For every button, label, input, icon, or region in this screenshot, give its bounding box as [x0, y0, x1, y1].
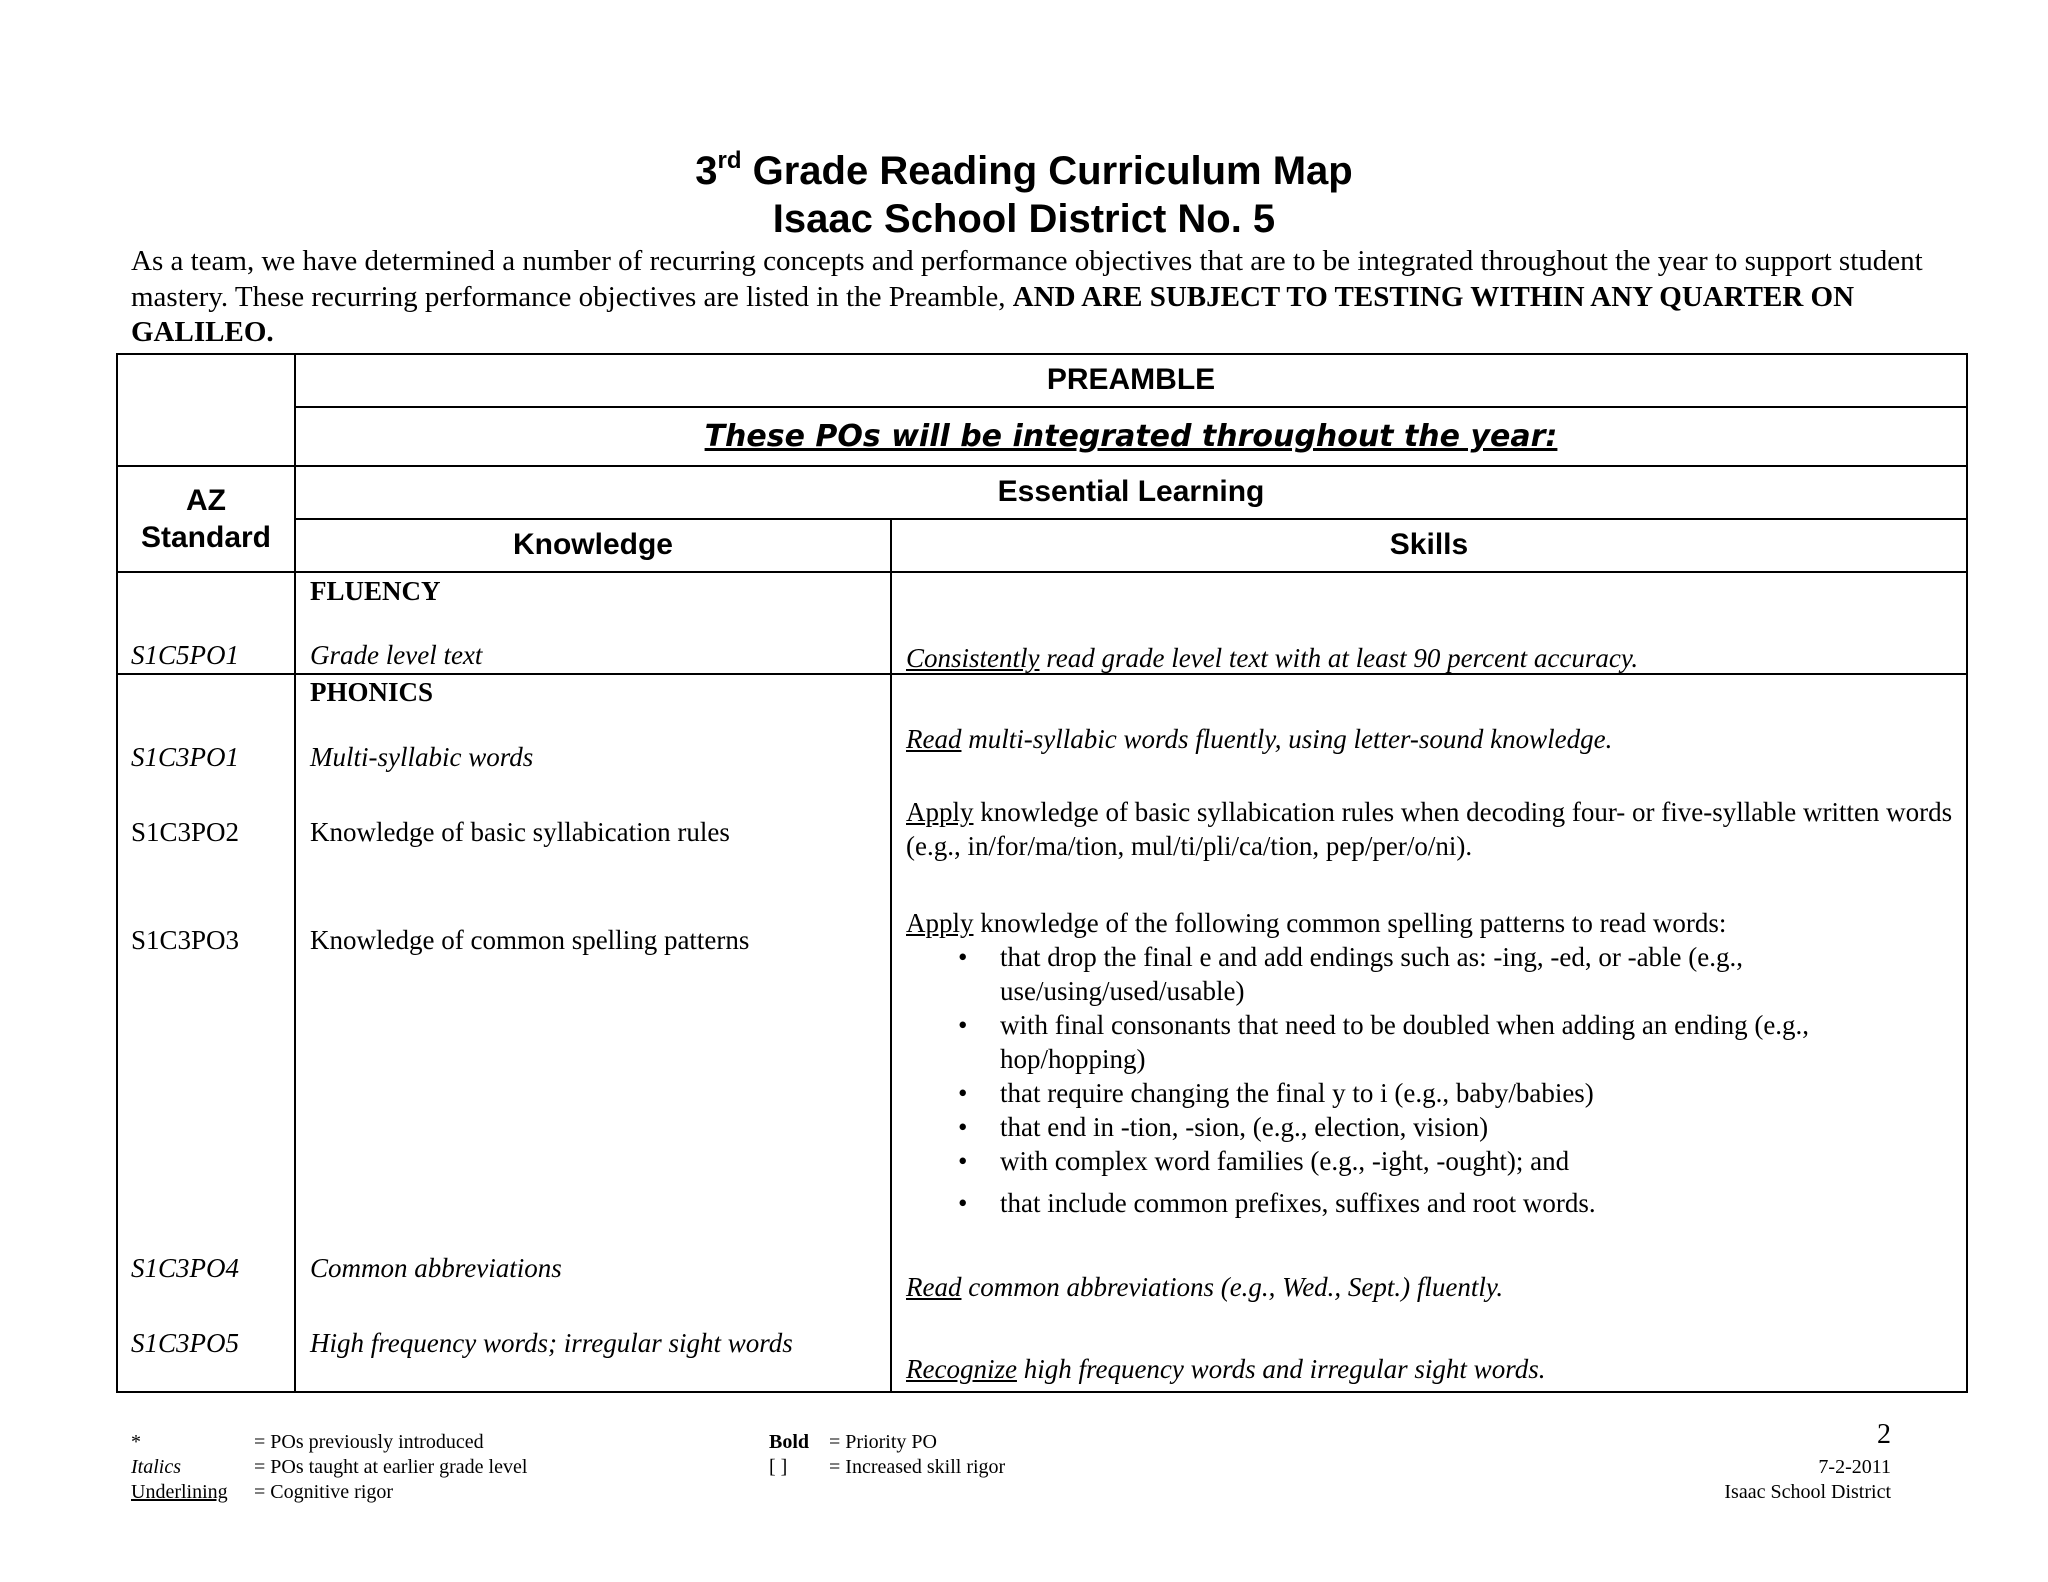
section-heading-phonics: PHONICS — [310, 677, 434, 707]
intro-paragraph — [131, 244, 1971, 351]
standard-code: S1C3PO1 — [131, 742, 239, 772]
title-rest: Grade Reading Curriculum Map — [741, 149, 1353, 193]
skill-item — [906, 1270, 1956, 1304]
legend-symbol: Italics — [131, 1456, 181, 1478]
grade-suffix: rd — [717, 147, 742, 174]
skill-item — [906, 906, 1956, 1220]
skill-text: knowledge of the following common spelling patterns to read words: — [973, 908, 1727, 938]
knowledge-item: Grade level text — [310, 640, 483, 670]
skill-text: read grade level text with at least 90 percent accuracy. — [1039, 643, 1639, 673]
skill-verb: Read — [906, 724, 962, 754]
skill-item — [906, 641, 1956, 675]
section-heading-fluency: FLUENCY — [310, 576, 441, 606]
footer — [131, 1419, 1891, 1510]
standard-code: S1C3PO3 — [131, 925, 240, 955]
skill-text: multi-syllabic words fluently, using letter-sound knowledge. — [961, 724, 1613, 754]
grade-number: 3 — [695, 149, 718, 193]
legend-symbol: [ ] — [769, 1456, 788, 1478]
intro-text: As a team, we have determined a number of recurring concepts and performance objectives that are to be integrated throughout the year to support student mastery. These recurring performance objectives are listed in the Preamble, — [131, 245, 1923, 313]
knowledge-item: Multi-syllabic words — [310, 742, 534, 772]
legend-symbol: Underlining — [131, 1481, 228, 1503]
standard-code: S1C3PO4 — [131, 1253, 239, 1283]
list-item: • that end in -tion, -sion, (e.g., election, vision) — [1000, 1110, 1956, 1144]
skill-item — [906, 1352, 1956, 1386]
knowledge-item: Knowledge of basic syllabication rules — [310, 817, 730, 847]
knowledge-item: Knowledge of common spelling patterns — [310, 925, 750, 955]
az-standard-header: AZ Standard — [140, 484, 272, 554]
list-item: • that include common prefixes, suffixes and root words. — [1000, 1186, 1956, 1220]
skill-text: common abbreviations (e.g., Wed., Sept.) fluently. — [961, 1272, 1504, 1302]
skill-verb: Apply — [906, 797, 974, 827]
preamble-subtitle: These POs will be integrated throughout the year: — [704, 419, 1558, 454]
list-item: • that require changing the final y to i (e.g., baby/babies) — [1000, 1076, 1956, 1110]
skill-item — [906, 722, 1956, 756]
list-item: • with complex word families (e.g., -ight, -ought); and — [1000, 1144, 1956, 1178]
knowledge-item: High frequency words; irregular sight words — [310, 1328, 793, 1358]
list-item: • with final consonants that need to be doubled when adding an ending (e.g., hop/hopping) — [1000, 1008, 1956, 1076]
skill-verb: Read — [906, 1272, 962, 1302]
intro-bold-text: AND ARE SUBJECT TO TESTING WITHIN ANY QUARTER ON GALILEO. — [131, 280, 1855, 348]
page-title-line2: Isaac School District No. 5 — [772, 197, 1276, 241]
legend-meaning: = POs previously introduced — [254, 1431, 484, 1453]
standard-code: S1C3PO5 — [131, 1328, 239, 1358]
skills-header: Skills — [1389, 528, 1469, 561]
skill-verb: Consistently — [906, 643, 1040, 673]
footer-date: 7-2-2011 — [1818, 1456, 1891, 1478]
knowledge-header: Knowledge — [512, 528, 673, 561]
preamble-header: PREAMBLE — [1046, 363, 1216, 396]
skill-text: high frequency words and irregular sight words. — [1016, 1354, 1546, 1384]
page-title-line1 — [0, 147, 2048, 195]
page-number: 2 — [1877, 1419, 1891, 1450]
legend-symbol: Bold — [769, 1431, 810, 1453]
essential-learning-header: Essential Learning — [997, 475, 1265, 508]
skill-verb: Recognize — [906, 1354, 1017, 1384]
spelling-pattern-list — [906, 940, 1956, 1220]
legend-meaning: = Cognitive rigor — [254, 1481, 394, 1503]
list-item: • that drop the final e and add endings such as: -ing, -ed, or -able (e.g., use/using/used/usable) — [1000, 940, 1956, 1008]
skill-item — [906, 795, 1956, 863]
legend-meaning: = Increased skill rigor — [829, 1456, 1006, 1478]
footer-district: Isaac School District — [1724, 1481, 1891, 1503]
legend-meaning: = Priority PO — [829, 1431, 937, 1453]
standard-code: S1C3PO2 — [131, 817, 240, 847]
knowledge-item: Common abbreviations — [310, 1253, 562, 1283]
legend-symbol: * — [131, 1431, 141, 1453]
legend-meaning: = POs taught at earlier grade level — [254, 1456, 528, 1478]
skill-verb: Apply — [906, 908, 974, 938]
skill-text: knowledge of basic syllabication rules when decoding four- or five-syllable written words (e.g., in/for/ma/tion, mul/ti/pli/ca/tion, pep/per/o/ni). — [906, 797, 1953, 861]
standard-code: S1C5PO1 — [131, 640, 239, 670]
